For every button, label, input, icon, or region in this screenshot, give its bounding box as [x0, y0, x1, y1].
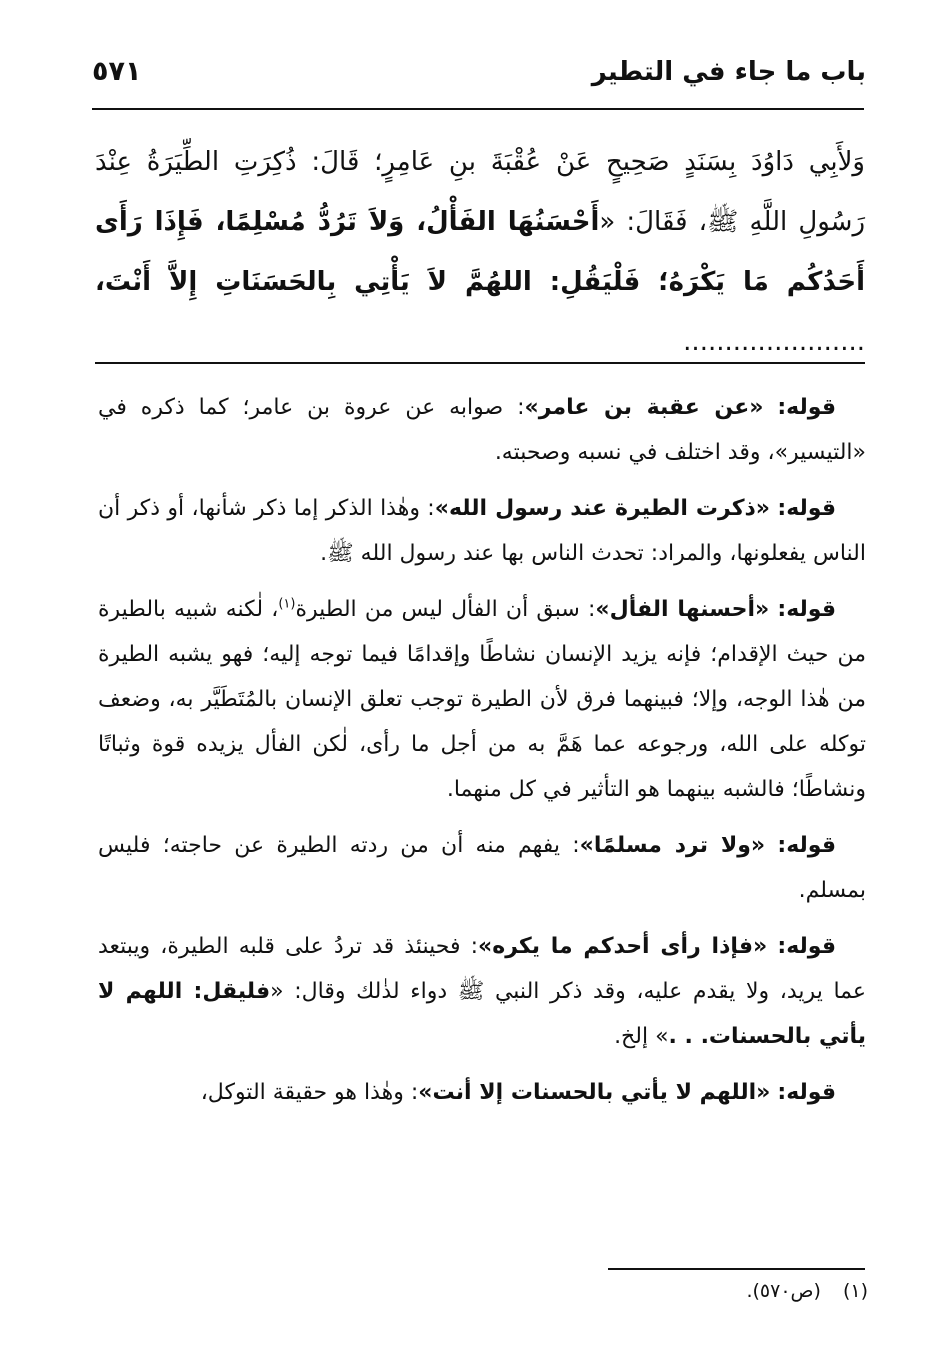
footnote-rule [608, 1268, 865, 1270]
commentary-text: : وهٰذا هو حقيقة التوكل، [200, 1080, 419, 1105]
footnote-text: (ص٥٧٠). [746, 1280, 821, 1302]
hadith-matn: أَحْسَنُهَا الفَأْلُ، وَلاَ تَرُدُّ مُسْلِمًا، فَإِذَا رَأَى أَحَدُكُم مَا يَكْرَهُ؛ فَلْيَقُلِ: اللهُمَّ لاَ يَأْتِي بِالحَسَنَاتِ إِلاَّ أَنْتَ، [95, 207, 865, 297]
commentary-quote: «ذكرت الطيرة عند رسول الله» [434, 496, 771, 521]
commentary-label: قوله: [777, 597, 836, 622]
commentary-text: ، لٰكنه شبيه بالطيرة من حيث الإقدام؛ فإنه يزيد الإنسان نشاطًا وإقدامًا فيما توجه إليه؛ فهو يشبه الطيرة من هٰذا الوجه، وإلا؛ فبينهما فرق لأن الطيرة توجب تعلق الإنسان بالمُتَطَيَّر به، وضعف توكله على الله، ورجوعه عما هَمَّ به من أجل ما رأى، لٰكن الفأل يزيده قوة وثباتًا ونشاطًا؛ فالشبه بينهما هو التأثير في كل منهما. [98, 597, 866, 802]
commentary-paragraph [98, 924, 866, 1059]
commentary-label: قوله: [777, 934, 836, 959]
commentary-paragraph [98, 587, 866, 812]
commentary-paragraph [98, 486, 866, 576]
commentary-label: قوله: [777, 833, 836, 858]
commentary-text: : يفهم منه أن من ردته الطيرة عن حاجته؛ فليس بمسلم. [98, 833, 866, 903]
commentary-paragraph [98, 823, 866, 913]
footnote-number: (١) [842, 1280, 868, 1302]
page-number: ٥٧١ [92, 56, 142, 87]
commentary-quote: «فإذا رأى أحدكم ما يكره» [478, 934, 768, 959]
commentary-quote: «أحسنها الفأل» [595, 597, 770, 622]
hadith-text [95, 132, 865, 372]
ellipsis-dots: ...................... [683, 327, 865, 357]
running-head: باب ما جاء في التطير [591, 57, 866, 87]
commentary-text: : صوابه عن عروة بن عامر؛ كما ذكره في «التيسير»، وقد اختلف في نسبه وصحبته. [98, 395, 866, 465]
footnote [746, 1276, 868, 1306]
header-rule [92, 108, 864, 110]
commentary-label: قوله: [777, 1080, 836, 1105]
commentary-quote: «ولا ترد مسلمًا» [579, 833, 766, 858]
commentary-paragraph [98, 385, 866, 475]
commentary-quote: «اللهم لا يأتي بالحسنات إلا أنت» [418, 1080, 771, 1105]
hadith-chain: وَلأَبِي دَاوُدَ بِسَنَدٍ صَحِيحٍ عَنْ عُقْبَةَ بنِ عَامِرٍ؛ قَالَ: ذُكِرَتِ الطِّيَرَةُ عِنْدَ رَسُولِ اللَّهِ ﷺ، فَقَالَ: « [95, 147, 865, 237]
commentary-quote: فليقل: اللهم لا يأتي بالحسنات. . . [98, 979, 866, 1049]
commentary-quote: «عن عقبة بن عامر» [524, 395, 764, 420]
commentary-label: قوله: [777, 496, 836, 521]
commentary-text: : فحينئذ قد تردُ على قلبه الطيرة، ويبتعد عما يريد، ولا يقدم عليه، وقد ذكر النبي ﷺ دواء لذٰلك وقال: « [98, 934, 866, 1004]
commentary-text: : وهٰذا الذكر إما ذكر شأنها، أو ذكر أن الناس يفعلونها، والمراد: تحدث الناس بها عند رسول الله ﷺ. [98, 496, 866, 566]
commentary [98, 385, 866, 1126]
commentary-paragraph [98, 1070, 866, 1115]
footnote-marker: (١) [278, 596, 296, 612]
commentary-label: قوله: [777, 395, 836, 420]
commentary-text: : سبق أن الفأل ليس من الطيرة [295, 597, 596, 622]
section-divider [95, 362, 865, 364]
commentary-text: » إلخ. [614, 1024, 669, 1049]
